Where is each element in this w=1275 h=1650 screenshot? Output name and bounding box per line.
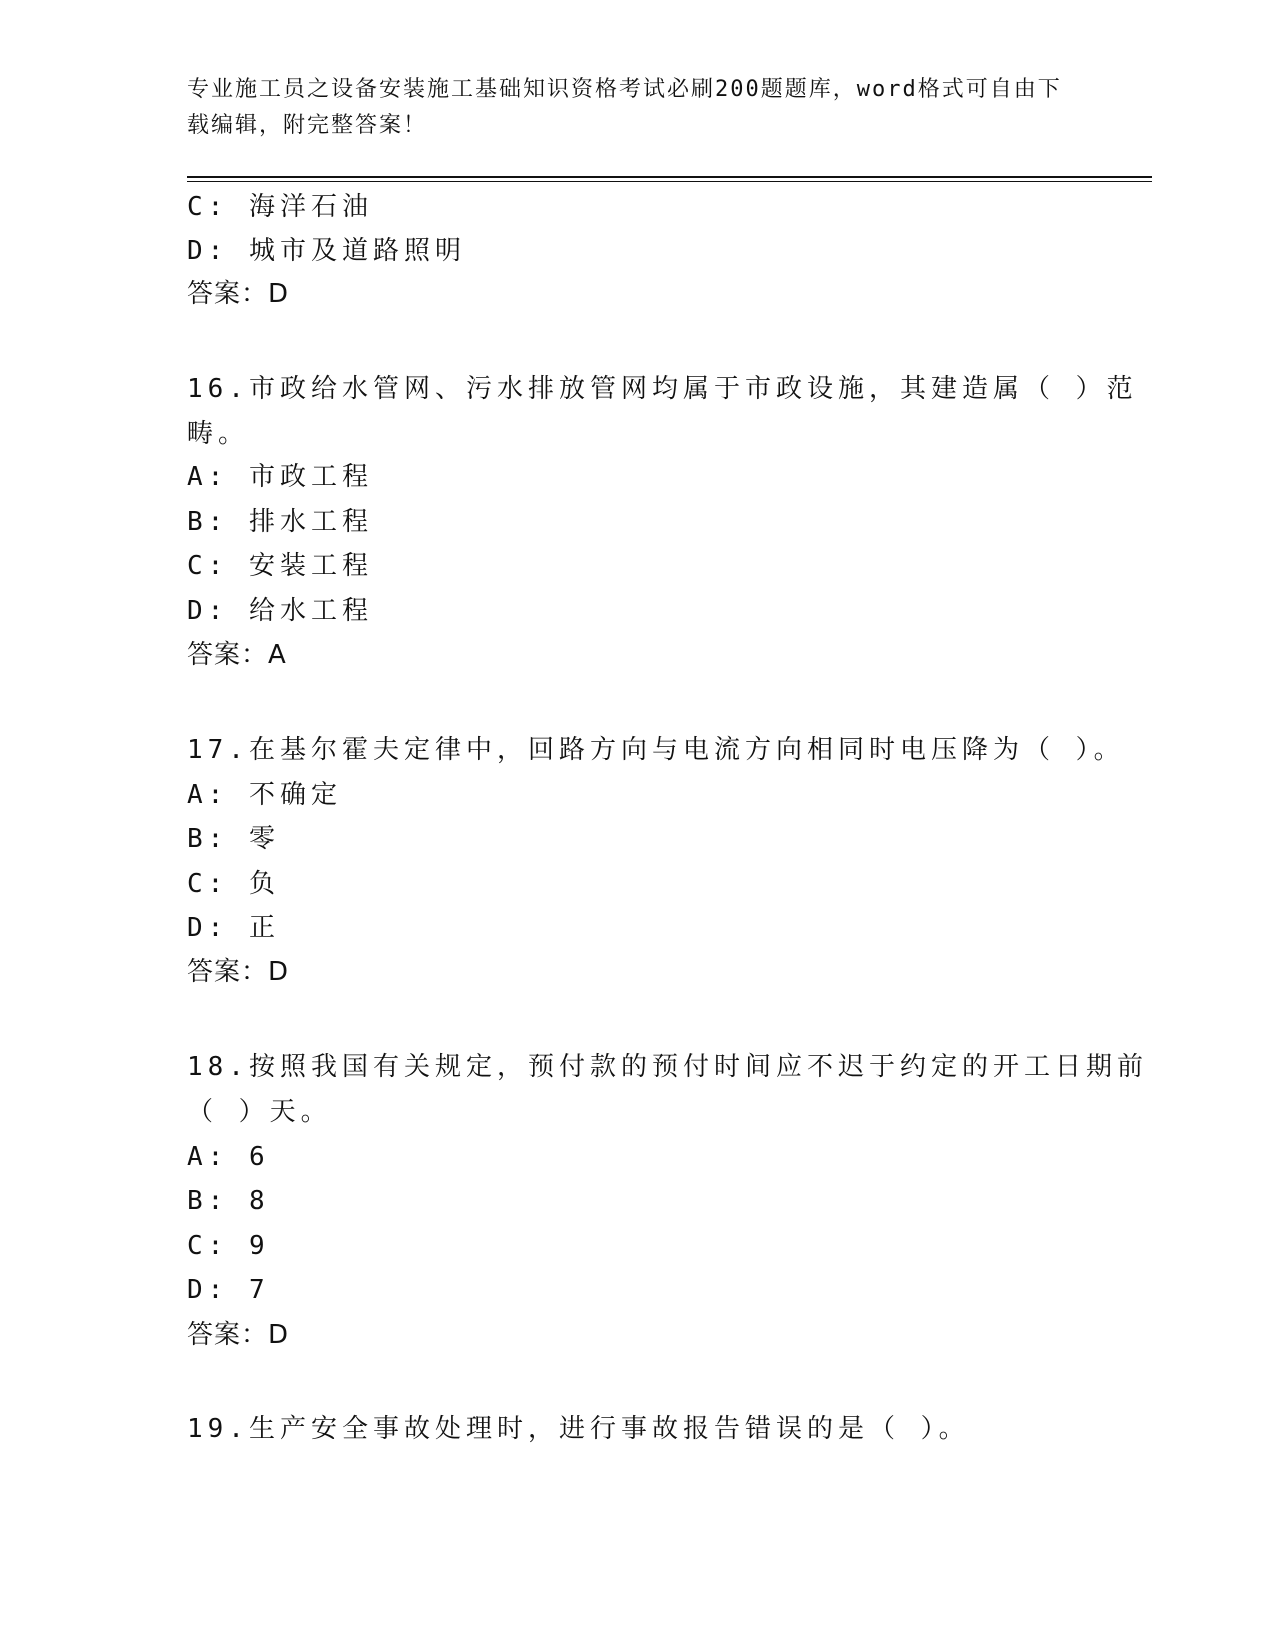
- q18-stem-line1: 18.按照我国有关规定，预付款的预付时间应不迟于约定的开工日期前: [187, 1052, 1148, 1082]
- q18-option-c: C: 9: [187, 1231, 270, 1261]
- q17-answer: 答案：D: [187, 957, 290, 987]
- q16-stem-line1: 16.市政给水管网、污水排放管网均属于市政设施，其建造属（ ）范: [187, 374, 1138, 404]
- q18-option-b: B: 8: [187, 1186, 270, 1216]
- q18-option-a: A: 6: [187, 1142, 270, 1172]
- q17-option-a: A: 不确定: [187, 780, 342, 810]
- page-header-title: 专业施工员之设备安装施工基础知识资格考试必刷200题题库，word格式可自由下载编辑，附完整答案！: [187, 77, 1062, 138]
- q16-option-a: A: 市政工程: [187, 462, 373, 492]
- q16-option-b: B: 排水工程: [187, 507, 373, 537]
- q15-answer: 答案：D: [187, 279, 290, 309]
- header-divider-thick: [187, 176, 1152, 178]
- q16-stem-line2: 畴。: [187, 419, 250, 449]
- q18-stem-line2: （ ）天。: [187, 1097, 332, 1127]
- q17-stem-line1: 17.在基尔霍夫定律中，回路方向与电流方向相同时电压降为（ ）。: [187, 735, 1125, 765]
- q16-option-d: D: 给水工程: [187, 596, 373, 626]
- q17-option-b: B: 零: [187, 824, 280, 854]
- q19-stem-line1: 19.生产安全事故处理时，进行事故报告错误的是（ ）。: [187, 1414, 970, 1444]
- q18-option-d: D: 7: [187, 1275, 270, 1305]
- q17-option-c: C: 负: [187, 869, 280, 899]
- q15-option-c: C: 海洋石油: [187, 192, 373, 222]
- q18-answer: 答案：D: [187, 1320, 290, 1350]
- q17-option-d: D: 正: [187, 913, 280, 943]
- q16-answer: 答案：A: [187, 640, 287, 670]
- q15-option-d: D: 城市及道路照明: [187, 236, 466, 266]
- header-divider-thin: [187, 181, 1152, 182]
- q16-option-c: C: 安装工程: [187, 551, 373, 581]
